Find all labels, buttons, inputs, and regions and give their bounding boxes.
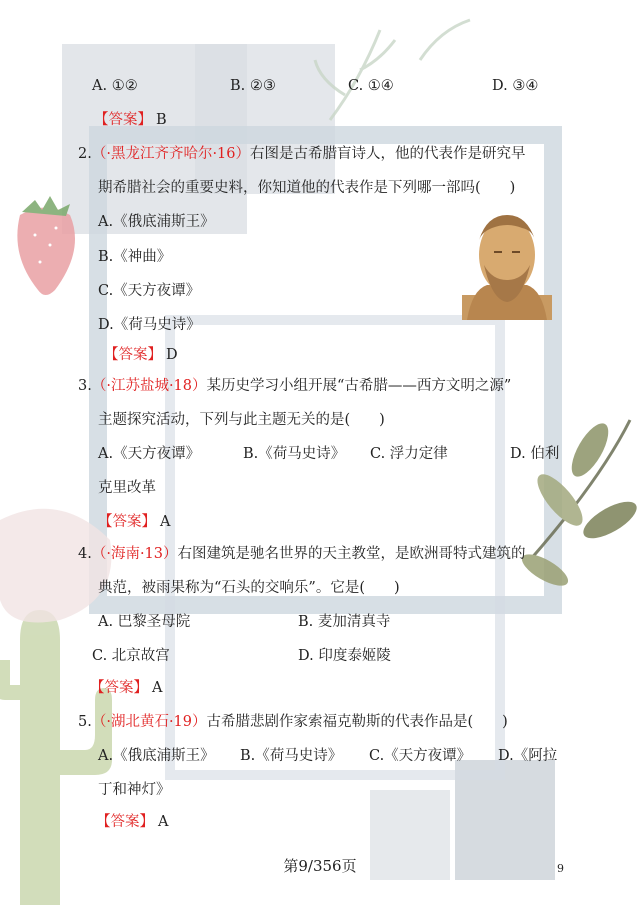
answer-value: A (160, 514, 171, 530)
q3-option-b: B.《荷马史诗》 (243, 446, 346, 462)
answer-label: 【答案】 (104, 347, 162, 363)
question-source: （·黑龙江齐齐哈尔·16） (91, 146, 251, 162)
answer-label: 【答案】 (90, 680, 148, 696)
leaf-decoration-icon (315, 20, 470, 120)
q5-option-a: A.《俄底浦斯王》 (98, 748, 215, 764)
answer-value: A (152, 680, 163, 696)
q5-answer (96, 812, 168, 832)
strawberry-icon (17, 196, 75, 295)
q1-option-b: B. ②③ (230, 78, 276, 94)
q5-stem-line1 (78, 712, 508, 732)
answer-value: B (156, 112, 167, 128)
question-source: （·湖北黄石·19） (91, 714, 207, 730)
q2-option-b: B.《神曲》 (98, 249, 172, 265)
page-indicator: 第9/356页 (283, 857, 357, 875)
q2-option-a: A.《俄底浦斯王》 (98, 214, 215, 230)
q1-option-c: C. ①④ (348, 78, 394, 94)
q2-option-c: C.《天方夜谭》 (98, 283, 201, 299)
question-source: （·海南·13） (91, 546, 178, 562)
q3-option-a: A.《天方夜谭》 (98, 446, 201, 462)
answer-label: 【答案】 (96, 814, 154, 830)
q3-stem-line2: 主题探究活动，下列与此主题无关的是( ) (98, 412, 385, 428)
q3-option-d: D. 伯利 (510, 446, 560, 462)
q3-option-c: C. 浮力定律 (370, 446, 448, 462)
q3-stem-line1 (78, 376, 511, 396)
question-number: 4. (78, 546, 92, 562)
q1-option-a: A. ①② (92, 78, 138, 94)
answer-label: 【答案】 (98, 514, 156, 530)
q5-option-b: B.《荷马史诗》 (240, 748, 343, 764)
q5-option-d: D.《阿拉 (498, 748, 558, 764)
q1-answer (94, 110, 167, 130)
answer-value: A (158, 814, 169, 830)
q1-option-d: D. ③④ (492, 78, 539, 94)
question-number: 5. (78, 714, 92, 730)
homer-bust-image (462, 210, 552, 320)
q2-stem-line1 (78, 144, 526, 164)
q4-option-b: B. 麦加清真寺 (298, 614, 391, 630)
question-text: 某历史学习小组开展“古希腊——西方文明之源” (206, 378, 512, 394)
question-source: （·江苏盐城·18） (91, 378, 207, 394)
q5-option-d-wrap: 丁和神灯》 (98, 782, 171, 798)
question-text: 古希腊悲剧作家索福克勒斯的代表作品是( ) (206, 714, 508, 730)
q2-option-d: D.《荷马史诗》 (98, 317, 201, 333)
q2-answer (104, 345, 178, 365)
q4-option-a: A. 巴黎圣母院 (98, 614, 191, 630)
q4-option-c: C. 北京故宫 (92, 648, 170, 664)
q4-stem-line2: 典范，被雨果称为“石头的交响乐”。它是( ) (98, 580, 400, 596)
q5-option-c: C.《天方夜谭》 (369, 748, 472, 764)
question-text: 右图建筑是驰名世界的天主教堂，是欧洲哥特式建筑的 (177, 546, 526, 562)
question-number: 3. (78, 378, 92, 394)
answer-value: D (166, 347, 178, 363)
page-number: 9 (557, 862, 564, 875)
q4-answer (90, 678, 162, 698)
q3-option-d-wrap: 克里改革 (98, 480, 156, 496)
q2-stem-line2: 期希腊社会的重要史料，你知道他的代表作是下列哪一部吗( ) (98, 180, 516, 196)
question-text: 右图是古希腊盲诗人，他的代表作是研究早 (250, 146, 526, 162)
q3-answer (98, 512, 170, 532)
question-number: 2. (78, 146, 92, 162)
q4-option-d: D. 印度泰姬陵 (298, 648, 391, 664)
q4-stem-line1 (78, 544, 526, 564)
answer-label: 【答案】 (94, 112, 152, 128)
